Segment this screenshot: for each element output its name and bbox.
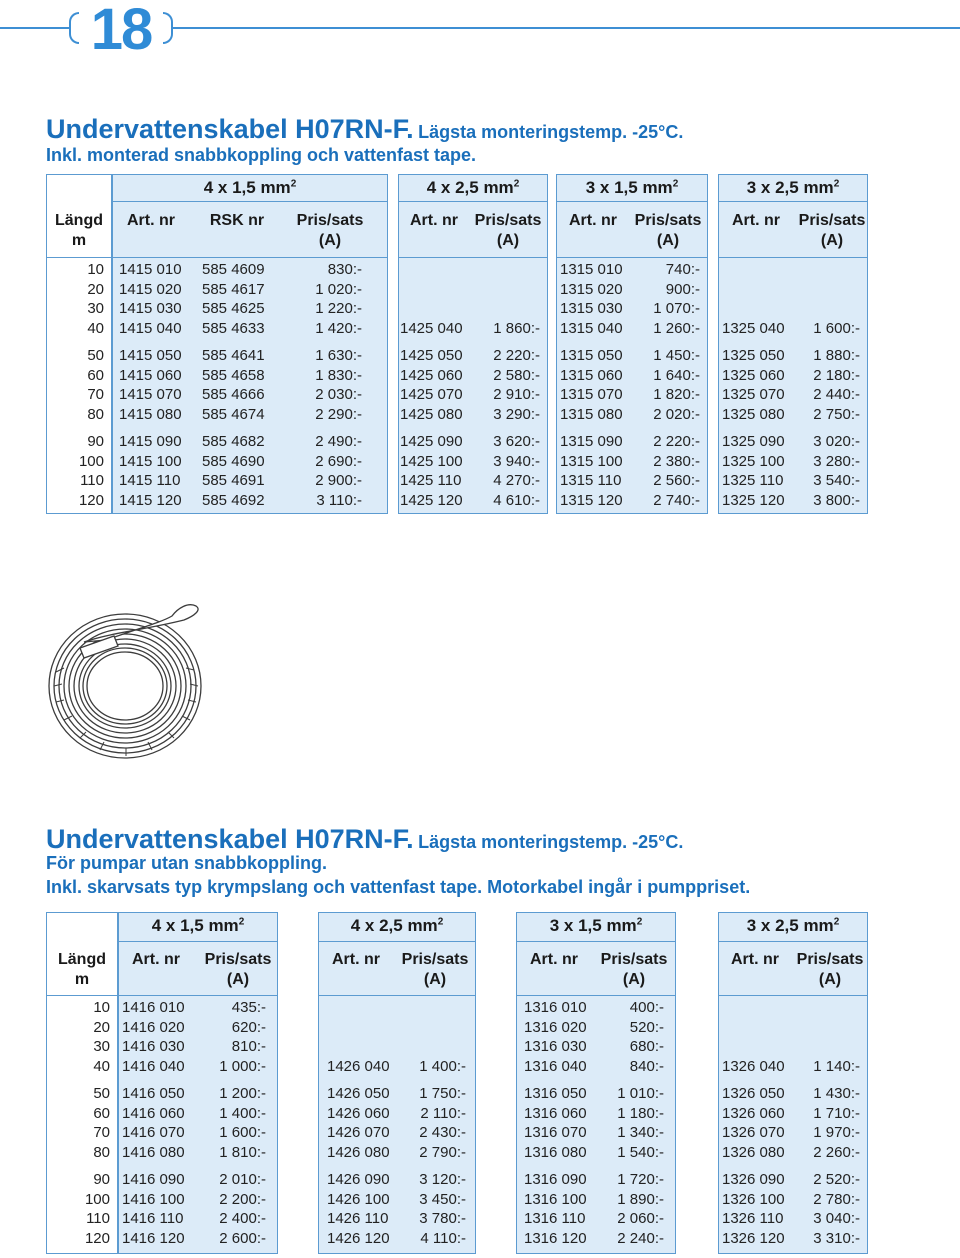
length-cell: 120 [84, 1229, 110, 1247]
price-cell: 3 040:- [813, 1210, 860, 1227]
section1-subtitle: Inkl. monterad snabbkoppling och vattenfast tape. [46, 145, 477, 165]
group-title [398, 178, 548, 198]
length-cell: 90 [87, 433, 104, 450]
price-cell: 435:- [231, 999, 266, 1016]
group-title-superscript: 2 [833, 916, 840, 928]
group-title [556, 178, 708, 198]
group-header-separator [718, 257, 868, 258]
art-cell: 1415 020 [119, 280, 182, 298]
art-cell: 1425 070 [400, 386, 463, 403]
art-cell: 1426 110 [327, 1210, 389, 1227]
art-cell: 1315 080 [560, 405, 623, 423]
length-header: Längd [58, 951, 106, 968]
price-cell: 4 110:- [420, 1229, 466, 1247]
art-cell: 1315 050 [560, 347, 623, 364]
art-cell: 1325 080 [722, 405, 785, 423]
art-cell: 1416 070 [122, 1124, 185, 1141]
art-cell: 1416 090 [122, 1171, 185, 1188]
price-cell: 2 200:- [219, 1190, 266, 1208]
price-cell: 3 800:- [813, 491, 860, 509]
art-cell: 1415 110 [119, 472, 181, 489]
price-cell: 2 490:- [315, 433, 362, 450]
column-header: Pris/sats [796, 951, 864, 968]
art-cell: 1326 060 [722, 1104, 785, 1122]
rsk-cell: 585 4666 [202, 386, 265, 403]
section1-title [46, 114, 683, 145]
price-cell: 2 240:- [617, 1229, 664, 1247]
art-cell: 1325 090 [722, 433, 785, 450]
column-header: Art. nr [132, 951, 180, 968]
group-title-separator [516, 941, 676, 942]
price-cell: 1 140:- [813, 1057, 860, 1075]
price-cell: 1 970:- [813, 1124, 860, 1141]
group-title-separator [718, 201, 868, 202]
length-header: Längd [55, 212, 103, 229]
art-cell: 1316 060 [524, 1104, 587, 1122]
price-cell: 1 010:- [617, 1085, 664, 1102]
price-cell: 2 030:- [315, 386, 362, 403]
art-cell: 1315 100 [560, 452, 623, 470]
section2-title-main: Undervattenskabel H07RN-F. [46, 824, 414, 854]
art-cell: 1326 090 [722, 1171, 785, 1188]
art-cell: 1415 010 [119, 261, 182, 278]
art-cell: 1425 060 [400, 366, 463, 384]
art-cell: 1425 110 [400, 472, 462, 489]
page-number-bracket-right [163, 12, 173, 44]
price-cell: 1 860:- [493, 319, 540, 337]
art-cell: 1426 060 [327, 1104, 390, 1122]
price-cell: 3 940:- [493, 452, 540, 470]
price-cell: 2 010:- [219, 1171, 266, 1188]
length-cell: 70 [93, 1124, 110, 1141]
rsk-cell: 585 4674 [202, 405, 265, 423]
price-cell: 1 890:- [617, 1190, 664, 1208]
price-cell: 1 630:- [315, 347, 362, 364]
art-cell: 1326 080 [722, 1143, 785, 1161]
price-cell: 2 750:- [813, 405, 860, 423]
group-title-superscript: 2 [672, 178, 679, 190]
price-cell: 1 830:- [315, 366, 362, 384]
header-rule-right [173, 27, 960, 29]
art-cell: 1415 060 [119, 366, 182, 384]
length-cell: 70 [87, 386, 104, 403]
section2-title-temp: Lägsta monteringstemp. -25°C. [418, 832, 684, 852]
column-header: Pris/sats [296, 212, 364, 229]
art-cell: 1426 090 [327, 1171, 390, 1188]
art-cell: 1425 080 [400, 405, 463, 423]
length-cell: 50 [93, 1085, 110, 1102]
price-cell: 3 620:- [493, 433, 540, 450]
price-cell: 2 220:- [493, 347, 540, 364]
price-cell: 3 450:- [419, 1190, 466, 1208]
art-cell: 1426 100 [327, 1190, 390, 1208]
art-cell: 1315 060 [560, 366, 623, 384]
group-header-separator [118, 995, 278, 996]
group-title-text: 3 x 1,5 mm [585, 178, 673, 197]
price-cell: 2 790:- [419, 1143, 466, 1161]
column-header: Art. nr [569, 212, 617, 229]
price-cell: 2 020:- [653, 405, 700, 423]
length-cell: 10 [87, 261, 104, 278]
rsk-cell: 585 4625 [202, 300, 265, 317]
price-cell: 3 310:- [813, 1229, 860, 1247]
price-cell: 1 260:- [653, 319, 700, 337]
length-unit: m [71, 232, 87, 249]
art-cell: 1415 080 [119, 405, 182, 423]
price-cell: 1 640:- [653, 366, 700, 384]
art-cell: 1326 120 [722, 1229, 785, 1247]
column-header: Pris/sats [634, 212, 702, 229]
price-cell: 620:- [231, 1018, 266, 1036]
art-cell: 1325 050 [722, 347, 785, 364]
price-cell: 1 400:- [219, 1104, 266, 1122]
column-header: Art. nr [332, 951, 380, 968]
art-cell: 1416 120 [122, 1229, 185, 1247]
group-title-superscript: 2 [636, 916, 643, 928]
group-header-separator [516, 995, 676, 996]
price-cell: 1 400:- [419, 1057, 466, 1075]
length-cell: 20 [87, 280, 104, 298]
art-cell: 1416 020 [122, 1018, 185, 1036]
group-title-superscript: 2 [513, 178, 520, 190]
column-header: Pris/sats [401, 951, 469, 968]
art-cell: 1316 040 [524, 1057, 587, 1075]
price-cell: 810:- [231, 1038, 266, 1055]
price-cell: 3 020:- [813, 433, 860, 450]
group-title [718, 916, 868, 936]
column-header: Pris/sats [798, 212, 866, 229]
art-cell: 1416 040 [122, 1057, 185, 1075]
length-cell: 10 [93, 999, 110, 1016]
art-cell: 1415 120 [119, 491, 182, 509]
length-cell: 30 [93, 1038, 110, 1055]
price-cell: 520:- [629, 1018, 664, 1036]
price-cell: 1 750:- [419, 1085, 466, 1102]
rsk-cell: 585 4690 [202, 452, 265, 470]
column-unit: (A) [622, 971, 646, 988]
price-cell: 2 560:- [653, 472, 700, 489]
price-cell: 2 900:- [315, 472, 362, 489]
rsk-cell: 585 4692 [202, 491, 265, 509]
price-cell: 1 000:- [219, 1057, 266, 1075]
price-cell: 1 340:- [617, 1124, 664, 1141]
section1-title-temp: Lägsta monteringstemp. -25°C. [418, 122, 684, 142]
group-title-text: 3 x 1,5 mm [549, 916, 637, 935]
column-header: Pris/sats [204, 951, 272, 968]
art-cell: 1315 070 [560, 386, 623, 403]
length-cell: 60 [93, 1104, 110, 1122]
art-cell: 1316 120 [524, 1229, 587, 1247]
price-cell: 1 220:- [315, 300, 362, 317]
group-title [318, 916, 476, 936]
column-header: Art. nr [410, 212, 458, 229]
art-cell: 1425 050 [400, 347, 463, 364]
price-cell: 2 290:- [315, 405, 362, 423]
price-cell: 1 880:- [813, 347, 860, 364]
section2-subtitle-2: Inkl. skarvsats typ krympslang och vattenfast tape. Motorkabel ingår i pumppriset. [46, 877, 751, 897]
price-cell: 1 820:- [653, 386, 700, 403]
rsk-cell: 585 4617 [202, 280, 265, 298]
price-cell: 1 200:- [219, 1085, 266, 1102]
header-rule-left [0, 27, 69, 29]
group-title [718, 178, 868, 198]
length-cell: 40 [87, 319, 104, 337]
group-title-separator [398, 201, 548, 202]
group-title-separator [718, 941, 868, 942]
column-unit: (A) [423, 971, 447, 988]
price-cell: 2 400:- [219, 1210, 266, 1227]
art-cell: 1416 030 [122, 1038, 185, 1055]
column-unit: (A) [818, 971, 842, 988]
group-title [112, 178, 388, 198]
price-cell: 900:- [665, 280, 700, 298]
price-cell: 2 780:- [813, 1190, 860, 1208]
price-cell: 1 070:- [653, 300, 700, 317]
price-cell: 1 540:- [617, 1143, 664, 1161]
price-cell: 2 380:- [653, 452, 700, 470]
art-cell: 1415 070 [119, 386, 182, 403]
art-cell: 1326 050 [722, 1085, 785, 1102]
cable-coil-icon [44, 602, 206, 764]
price-cell: 2 580:- [493, 366, 540, 384]
art-cell: 1415 090 [119, 433, 182, 450]
art-cell: 1415 030 [119, 300, 182, 317]
rsk-cell: 585 4658 [202, 366, 265, 384]
art-cell: 1325 110 [722, 472, 784, 489]
art-cell: 1415 040 [119, 319, 182, 337]
rsk-cell: 585 4641 [202, 347, 265, 364]
price-cell: 2 690:- [315, 452, 362, 470]
art-cell: 1315 030 [560, 300, 623, 317]
length-unit: m [74, 971, 90, 988]
rsk-cell: 585 4682 [202, 433, 265, 450]
group-header-separator [398, 257, 548, 258]
price-cell: 3 780:- [419, 1210, 466, 1227]
price-cell: 1 720:- [617, 1171, 664, 1188]
art-cell: 1316 030 [524, 1038, 587, 1055]
price-cell: 2 110:- [420, 1104, 466, 1122]
group-title-superscript: 2 [833, 178, 840, 190]
art-cell: 1425 100 [400, 452, 463, 470]
art-cell: 1416 100 [122, 1190, 185, 1208]
price-cell: 2 180:- [813, 366, 860, 384]
price-cell: 3 110:- [316, 491, 362, 509]
art-cell: 1425 040 [400, 319, 463, 337]
group-title-separator [118, 941, 278, 942]
price-cell: 3 540:- [813, 472, 860, 489]
column-unit: (A) [656, 232, 680, 249]
column-unit: (A) [496, 232, 520, 249]
length-cell: 60 [87, 366, 104, 384]
price-cell: 3 280:- [813, 452, 860, 470]
art-cell: 1316 020 [524, 1018, 587, 1036]
art-cell: 1315 020 [560, 280, 623, 298]
art-cell: 1416 060 [122, 1104, 185, 1122]
price-cell: 830:- [327, 261, 362, 278]
price-cell: 2 060:- [617, 1210, 664, 1227]
art-cell: 1416 080 [122, 1143, 185, 1161]
group-title-text: 4 x 1,5 mm [203, 178, 291, 197]
length-cell: 20 [93, 1018, 110, 1036]
art-cell: 1326 110 [722, 1210, 784, 1227]
price-cell: 2 600:- [219, 1229, 266, 1247]
group-title-text: 4 x 1,5 mm [151, 916, 239, 935]
length-header-separator [46, 257, 112, 258]
art-cell: 1415 050 [119, 347, 182, 364]
price-cell: 740:- [665, 261, 700, 278]
art-cell: 1315 040 [560, 319, 623, 337]
column-header: Pris/sats [600, 951, 668, 968]
art-cell: 1426 120 [327, 1229, 390, 1247]
art-cell: 1416 050 [122, 1085, 185, 1102]
length-cell: 100 [78, 452, 104, 470]
section1-title-main: Undervattenskabel H07RN-F. [46, 114, 414, 144]
price-cell: 680:- [629, 1038, 664, 1055]
rsk-cell: 585 4691 [202, 472, 265, 489]
price-cell: 1 430:- [813, 1085, 860, 1102]
art-cell: 1316 100 [524, 1190, 587, 1208]
art-cell: 1316 090 [524, 1171, 587, 1188]
length-cell: 100 [84, 1190, 110, 1208]
length-cell: 50 [87, 347, 104, 364]
art-cell: 1415 100 [119, 452, 182, 470]
price-cell: 1 810:- [219, 1143, 266, 1161]
art-cell: 1316 070 [524, 1124, 587, 1141]
price-cell: 4 610:- [493, 491, 540, 509]
group-title-separator [318, 941, 476, 942]
art-cell: 1425 120 [400, 491, 463, 509]
price-cell: 3 120:- [419, 1171, 466, 1188]
art-cell: 1326 100 [722, 1190, 785, 1208]
art-cell: 1425 090 [400, 433, 463, 450]
art-cell: 1316 050 [524, 1085, 587, 1102]
group-title-superscript: 2 [437, 916, 444, 928]
art-cell: 1325 060 [722, 366, 785, 384]
price-cell: 2 910:- [493, 386, 540, 403]
price-cell: 1 020:- [315, 280, 362, 298]
group-title [516, 916, 676, 936]
art-cell: 1316 110 [524, 1210, 586, 1227]
art-cell: 1426 080 [327, 1143, 390, 1161]
price-cell: 1 180:- [617, 1104, 664, 1122]
length-cell: 120 [78, 491, 104, 509]
price-cell: 1 710:- [813, 1104, 860, 1122]
column-unit: (A) [318, 232, 342, 249]
length-cell: 90 [93, 1171, 110, 1188]
section2-title [46, 824, 683, 855]
price-cell: 1 450:- [653, 347, 700, 364]
length-cell: 110 [80, 472, 104, 489]
art-cell: 1426 040 [327, 1057, 390, 1075]
length-header-separator [46, 995, 118, 996]
length-cell: 30 [87, 300, 104, 317]
price-cell: 1 600:- [813, 319, 860, 337]
column-header: Art. nr [127, 212, 175, 229]
art-cell: 1315 110 [560, 472, 622, 489]
group-title-text: 3 x 2,5 mm [746, 916, 834, 935]
price-cell: 2 220:- [653, 433, 700, 450]
price-cell: 2 430:- [419, 1124, 466, 1141]
column-header: Pris/sats [474, 212, 542, 229]
length-cell: 80 [93, 1143, 110, 1161]
art-cell: 1426 050 [327, 1085, 390, 1102]
group-title-superscript: 2 [290, 178, 297, 190]
group-header-separator [556, 257, 708, 258]
page-number-bracket-left [69, 12, 79, 44]
price-cell: 2 260:- [813, 1143, 860, 1161]
length-cell: 110 [86, 1210, 110, 1227]
group-header-separator [718, 995, 868, 996]
price-cell: 840:- [629, 1057, 664, 1075]
art-cell: 1325 070 [722, 386, 785, 403]
price-cell: 4 270:- [493, 472, 540, 489]
art-cell: 1426 070 [327, 1124, 390, 1141]
price-cell: 2 520:- [813, 1171, 860, 1188]
price-cell: 2 440:- [813, 386, 860, 403]
group-title-text: 4 x 2,5 mm [426, 178, 514, 197]
art-cell: 1416 110 [122, 1210, 184, 1227]
art-cell: 1315 120 [560, 491, 623, 509]
column-header: RSK nr [209, 212, 265, 229]
price-cell: 1 600:- [219, 1124, 266, 1141]
art-cell: 1325 100 [722, 452, 785, 470]
column-unit: (A) [820, 232, 844, 249]
rsk-cell: 585 4609 [202, 261, 265, 278]
group-title [118, 916, 278, 936]
art-cell: 1325 120 [722, 491, 785, 509]
group-title-text: 4 x 2,5 mm [350, 916, 438, 935]
art-cell: 1316 080 [524, 1143, 587, 1161]
art-cell: 1325 040 [722, 319, 785, 337]
art-cell: 1315 010 [560, 261, 623, 278]
art-cell: 1416 010 [122, 999, 185, 1016]
art-cell: 1326 070 [722, 1124, 785, 1141]
price-cell: 400:- [629, 999, 664, 1016]
column-unit: (A) [226, 971, 250, 988]
price-cell: 3 290:- [493, 405, 540, 423]
section2-subtitle-1: För pumpar utan snabbkoppling. [46, 853, 327, 873]
length-cell: 80 [87, 405, 104, 423]
column-header: Art. nr [530, 951, 578, 968]
length-cell: 40 [93, 1057, 110, 1075]
art-cell: 1326 040 [722, 1057, 785, 1075]
group-header-separator [112, 257, 388, 258]
group-title-text: 3 x 2,5 mm [746, 178, 834, 197]
page-number: 18 [90, 0, 152, 62]
art-cell: 1315 090 [560, 433, 623, 450]
group-header-separator [318, 995, 476, 996]
group-title-separator [556, 201, 708, 202]
group-title-superscript: 2 [238, 916, 245, 928]
price-cell: 1 420:- [315, 319, 362, 337]
column-header: Art. nr [732, 212, 780, 229]
group-title-separator [112, 201, 388, 202]
price-cell: 2 740:- [653, 491, 700, 509]
rsk-cell: 585 4633 [202, 319, 265, 337]
column-header: Art. nr [731, 951, 779, 968]
art-cell: 1316 010 [524, 999, 587, 1016]
